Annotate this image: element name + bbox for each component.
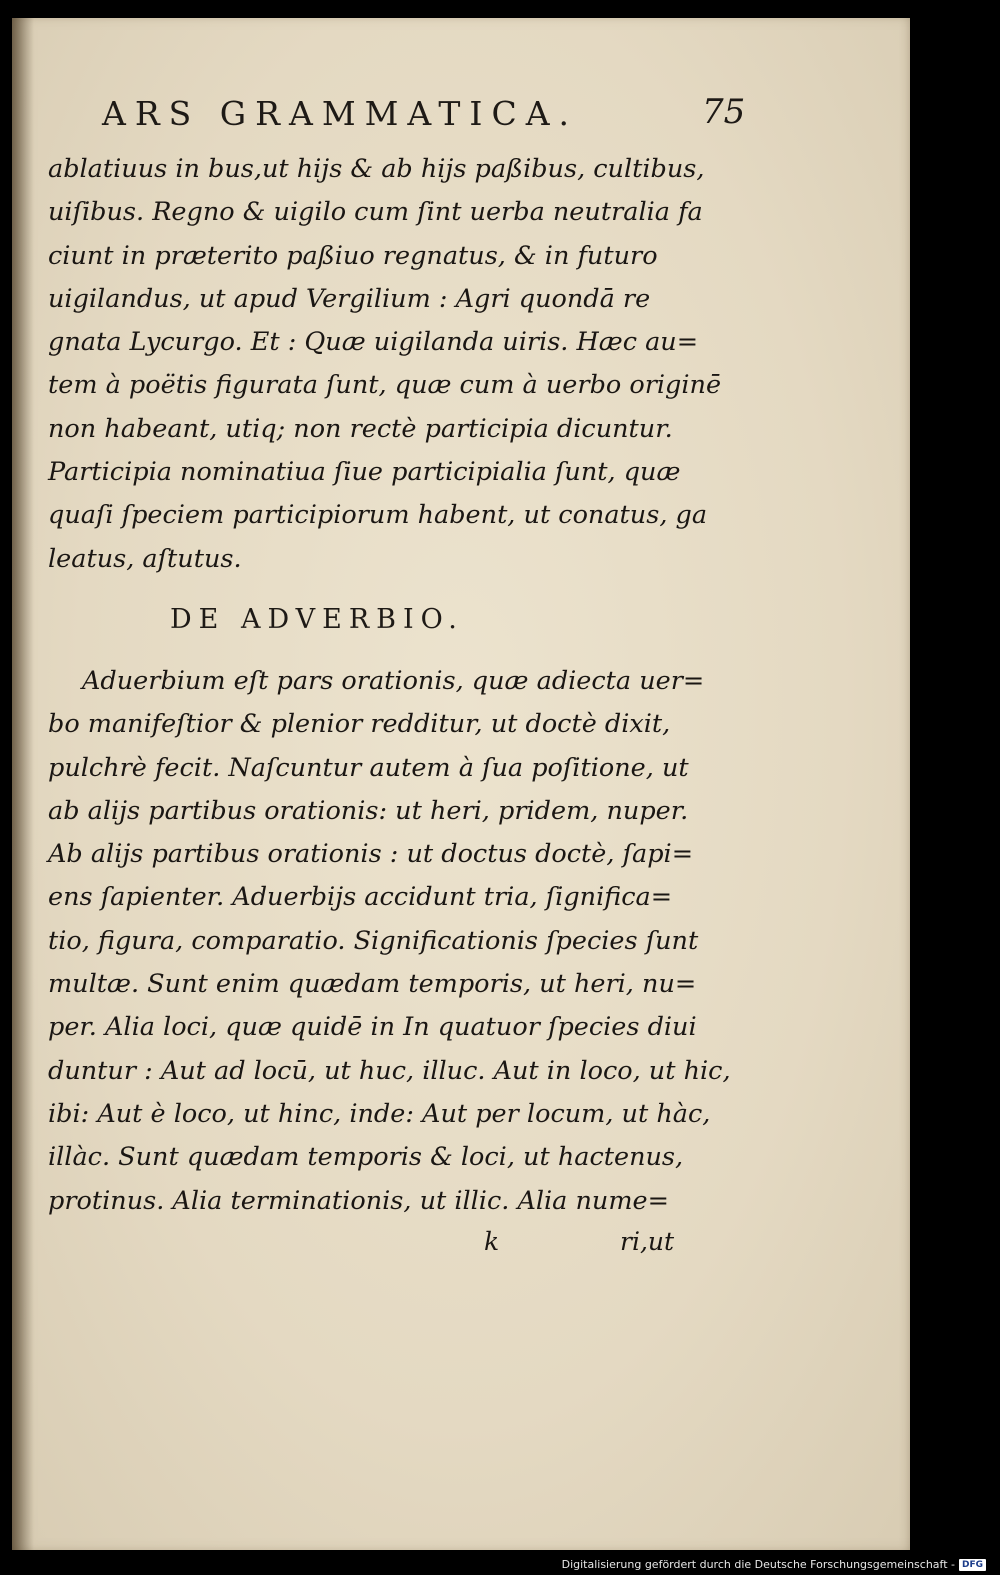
credit-text: Digitalisierung gefördert durch die Deutsche Forschungsgemeinschaft - bbox=[561, 1558, 955, 1571]
text-line: gnata Lycurgo. Et : Quӕ uigilanda uiris. Hӕc au= bbox=[48, 327, 699, 358]
text-line: ens ſapienter. Aduerbijs accidunt tria, ſignifica= bbox=[48, 882, 673, 913]
text-line: multӕ. Sunt enim quӕdam temporis, ut heri, nu= bbox=[48, 969, 697, 1000]
text-line: bo manifeſtior & plenior redditur, ut doctè dixit, bbox=[48, 709, 671, 740]
text-line: Ab alijs partibus orationis : ut doctus doctè, ſapi= bbox=[48, 839, 694, 870]
text-line: Participia nominatiua ſiue participialia ſunt, quӕ bbox=[48, 457, 681, 488]
text-block-before-heading bbox=[48, 148, 722, 581]
text-line: ablatiuus in bus,ut hijs & ab hijs paßibus, cultibus, bbox=[48, 154, 705, 184]
text-line: leatus, aſtutus. bbox=[48, 543, 242, 574]
page-number: 75 bbox=[702, 92, 746, 132]
text-block-after-heading bbox=[48, 660, 731, 1223]
section-heading: DE ADVERBIO. bbox=[170, 604, 464, 635]
text-line: tem à poëtis figurata ſunt, quӕ cum à uerbo originē bbox=[48, 370, 722, 401]
text-line: ab alijs partibus orationis: ut heri, pridem, nuper. bbox=[48, 795, 689, 826]
text-line: illàc. Sunt quӕdam temporis & loci, ut hactenus, bbox=[48, 1142, 684, 1173]
text-line: uigilandus, ut apud Vergilium : Agri quondā re bbox=[48, 283, 651, 314]
text-line: Aduerbium eſt pars orationis, quӕ adiecta uer= bbox=[82, 666, 705, 696]
text-line: pulchrè fecit. Naſcuntur autem à ſua poſitione, ut bbox=[48, 752, 689, 783]
gutter-shadow bbox=[12, 18, 34, 1550]
text-line: uiſibus. Regno & uigilo cum ſint uerba neutralia fa bbox=[48, 197, 703, 228]
running-title: ARS GRAMMATICA. bbox=[102, 94, 579, 133]
digitization-credit bbox=[562, 1558, 986, 1571]
text-line: ibi: Aut è loco, ut hinc, inde: Aut per locum, ut hàc, bbox=[48, 1098, 711, 1129]
text-line: duntur : Aut ad locū, ut huc, illuc. Aut in loco, ut hic, bbox=[48, 1055, 731, 1086]
dfg-logo-icon: DFG bbox=[959, 1559, 986, 1571]
text-line: quaſi ſpeciem participiorum habent, ut conatus, ga bbox=[48, 500, 708, 531]
text-line: ciunt in prӕterito paßiuo regnatus, & in futuro bbox=[48, 240, 658, 271]
text-line: protinus. Alia terminationis, ut illic. Alia nume= bbox=[48, 1185, 669, 1216]
signature-mark: k bbox=[484, 1227, 500, 1256]
text-line: non habeant, utiq; non rectè participia dicuntur. bbox=[48, 413, 673, 444]
text-line: tio, figura, comparatio. Significationis ſpecies ſunt bbox=[48, 925, 699, 956]
book-page bbox=[12, 18, 910, 1550]
running-head bbox=[102, 88, 752, 148]
text-line: per. Alia loci, quӕ quidē in In quatuor ſpecies diui bbox=[48, 1012, 697, 1043]
catchword: ri,ut bbox=[620, 1227, 675, 1256]
